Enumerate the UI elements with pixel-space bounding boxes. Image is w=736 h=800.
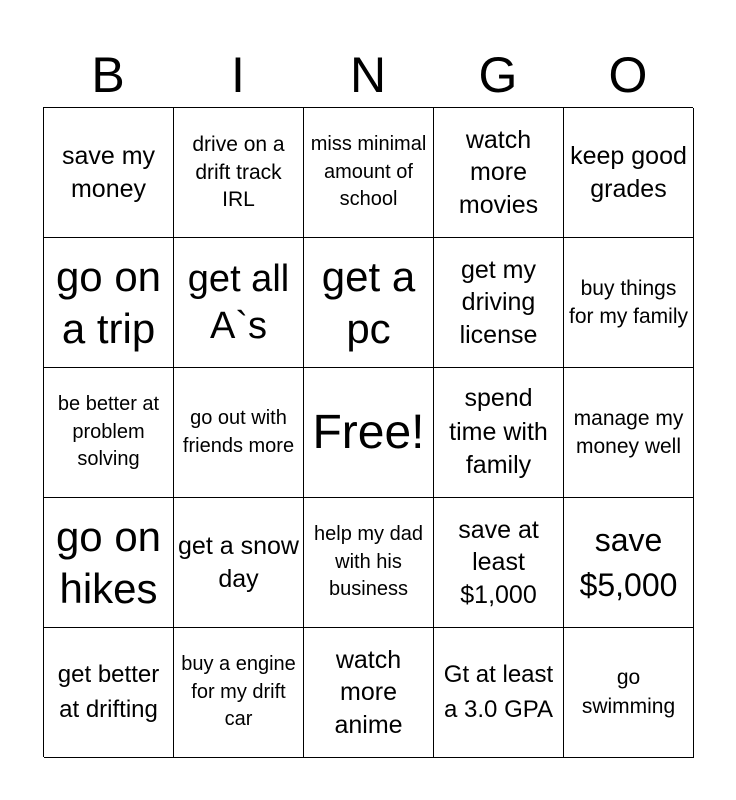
cell-text: get my driving license xyxy=(459,255,538,349)
bingo-cell[interactable] xyxy=(304,238,434,368)
cell-text: manage my money well xyxy=(573,406,684,458)
bingo-cell[interactable] xyxy=(434,108,564,238)
bingo-cell[interactable] xyxy=(44,238,174,368)
cell-text: keep good grades xyxy=(570,142,687,203)
cell-text: save at least $1,000 xyxy=(458,515,539,609)
bingo-cell[interactable] xyxy=(44,368,174,498)
bingo-cell[interactable] xyxy=(304,628,434,758)
bingo-cell[interactable] xyxy=(304,108,434,238)
cell-text: get better at drifting xyxy=(57,660,160,723)
header-letter-o: O xyxy=(608,47,648,103)
cell-text: drive on a drift track IRL xyxy=(192,132,285,212)
bingo-cell[interactable] xyxy=(304,498,434,628)
header-letter-b: B xyxy=(91,47,125,103)
cell-text: watch more anime xyxy=(334,645,403,739)
header-letter-i: I xyxy=(231,47,245,103)
cell-text: go on a trip xyxy=(55,253,162,352)
bingo-cell[interactable] xyxy=(564,368,694,498)
bingo-cell[interactable] xyxy=(174,628,304,758)
bingo-cell[interactable] xyxy=(174,498,304,628)
cell-text: buy a engine for my drift car xyxy=(181,653,296,731)
bingo-free-cell[interactable] xyxy=(304,368,434,498)
cell-text: miss minimal amount of school xyxy=(310,133,427,211)
cell-text: buy things for my family xyxy=(568,276,688,328)
bingo-cell[interactable] xyxy=(564,238,694,368)
bingo-cell[interactable] xyxy=(434,238,564,368)
cell-text: go on hikes xyxy=(55,513,162,612)
cell-text: Gt at least a 3.0 GPA xyxy=(443,660,554,723)
cell-text: Free! xyxy=(312,405,425,459)
bingo-cell[interactable] xyxy=(44,108,174,238)
cell-text: watch more movies xyxy=(458,125,539,219)
bingo-cell[interactable] xyxy=(564,498,694,628)
bingo-cell[interactable] xyxy=(564,628,694,758)
bingo-cell[interactable] xyxy=(174,368,304,498)
cell-text: get a pc xyxy=(321,253,416,352)
bingo-cell[interactable] xyxy=(434,498,564,628)
bingo-cell[interactable] xyxy=(564,108,694,238)
cell-text: spend time with family xyxy=(449,383,548,480)
header-letter-n: N xyxy=(349,47,387,103)
bingo-cell[interactable] xyxy=(434,628,564,758)
header-letter-g: G xyxy=(478,47,518,103)
bingo-board xyxy=(43,107,693,757)
cell-text: help my dad with his business xyxy=(314,523,423,601)
bingo-cell[interactable] xyxy=(44,628,174,758)
cell-text: save $5,000 xyxy=(579,522,678,603)
bingo-header xyxy=(43,40,693,110)
cell-text: get a snow day xyxy=(178,532,299,593)
cell-text: be better at problem solving xyxy=(57,393,160,471)
cell-text: get all A`s xyxy=(187,258,290,347)
cell-text: go swimming xyxy=(581,666,676,718)
bingo-cell[interactable] xyxy=(434,368,564,498)
bingo-cell[interactable] xyxy=(174,238,304,368)
bingo-cell[interactable] xyxy=(44,498,174,628)
bingo-cell[interactable] xyxy=(174,108,304,238)
cell-text: save my money xyxy=(61,142,156,203)
cell-text: go out with friends more xyxy=(182,406,295,457)
